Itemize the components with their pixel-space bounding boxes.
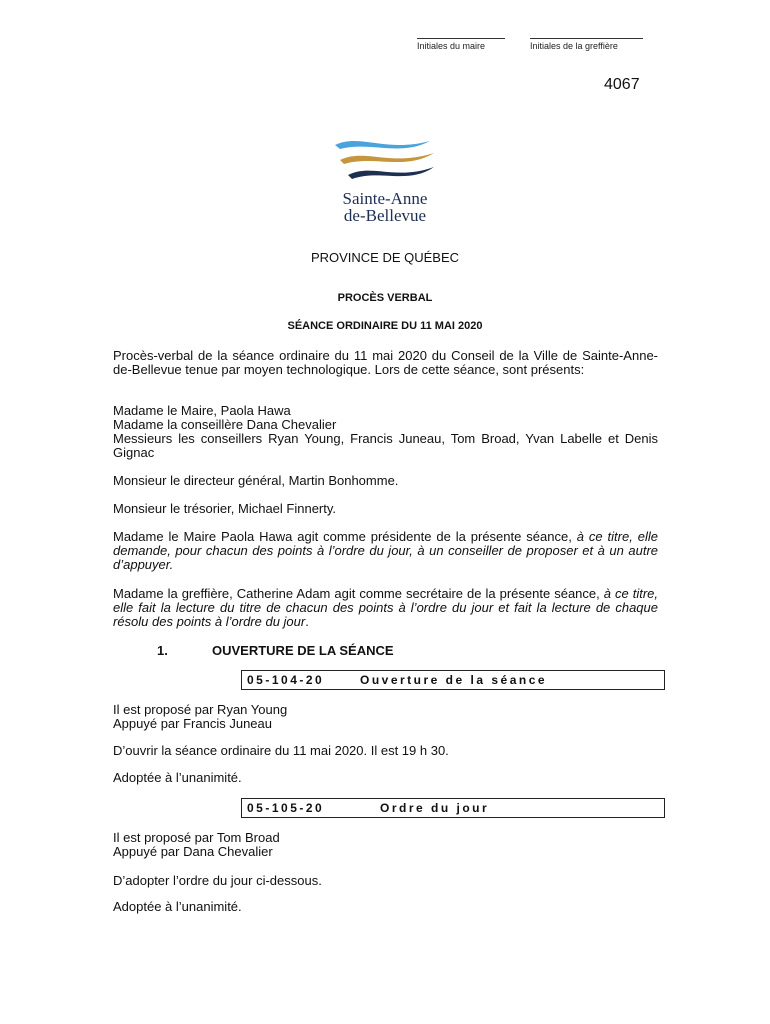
attendee-councillors: Messieurs les conseillers Ryan Young, Francis Juneau, Tom Broad, Yvan Labelle et Denis Gignac [113, 431, 658, 460]
initials-mayor [417, 38, 505, 51]
doc-type: PROCÈS VERBAL [337, 292, 433, 304]
clerk-italic: à ce titre, elle fait la lecture du titre de chacun des points à l’ordre du jour et fait la lecture de chaque résolu des points à l’ordre du jour [113, 586, 658, 629]
resolution-header [241, 670, 665, 690]
resolution-title: Ouverture de la séance [360, 673, 548, 687]
resolution-result: Adoptée à l’unanimité. [113, 899, 242, 914]
intro-text: Procès-verbal de la séance ordinaire du 11 mai 2020 du Conseil de la Ville de Sainte-Anne-de-Bellevue tenue par moyen technologique. Lors de cette séance, sont présents: [113, 348, 658, 377]
seconded-by: Appuyé par Francis Juneau [113, 716, 272, 731]
proposed-by: Il est proposé par Ryan Young [113, 702, 288, 717]
initials-mayor-label: Initiales du maire [417, 41, 486, 51]
clerk-text: Madame la greffière, Catherine Adam agit comme secrétaire de la présente séance, [113, 586, 604, 601]
logo-line1: Sainte-Anne [342, 189, 428, 208]
page-number: 4067 [604, 76, 640, 93]
resolution-mover [113, 831, 658, 859]
section-number: 1. [157, 643, 168, 658]
resolution-result: Adoptée à l’unanimité. [113, 770, 242, 785]
attendee-councillor: Madame la conseillère Dana Chevalier [113, 417, 337, 432]
clerk-paragraph [113, 587, 658, 629]
presidency-italic: à ce titre, elle demande, pour chacun des points à l’ordre du jour, à un conseiller de proposer et à un autre d’appuyer. [113, 529, 658, 572]
initials-clerk-label: Initiales de la greffière [530, 41, 618, 51]
initials-clerk [530, 38, 643, 51]
resolution-mover [113, 703, 658, 731]
attendee-treasurer: Monsieur le trésorier, Michael Finnerty. [113, 501, 337, 516]
section-title: OUVERTURE DE LA SÉANCE [212, 643, 394, 658]
logo-line2: de-Bellevue [343, 206, 427, 225]
resolution-text: D’adopter l’ordre du jour ci-dessous. [113, 873, 322, 888]
intro-paragraph [113, 349, 658, 377]
attendees-block [113, 404, 658, 460]
seconded-by: Appuyé par Dana Chevalier [113, 844, 273, 859]
presidency-text: Madame le Maire Paola Hawa agit comme présidente de la présente séance, [113, 529, 577, 544]
province-title: PROVINCE DE QUÉBEC [310, 250, 460, 265]
city-logo [330, 135, 440, 224]
attendee-dg: Monsieur le directeur général, Martin Bonhomme. [113, 473, 399, 488]
resolution-header [241, 798, 665, 818]
attendee-mayor: Madame le Maire, Paola Hawa [113, 403, 291, 418]
resolution-title: Ordre du jour [380, 801, 490, 815]
resolution-number: 05-105-20 [247, 801, 325, 815]
wave-logo-icon [330, 135, 440, 185]
presidency-paragraph [113, 530, 658, 572]
resolution-number: 05-104-20 [247, 673, 325, 687]
session-title: SÉANCE ORDINAIRE DU 11 MAI 2020 [287, 320, 483, 332]
clerk-end: . [305, 614, 309, 629]
proposed-by: Il est proposé par Tom Broad [113, 830, 280, 845]
resolution-text: D’ouvrir la séance ordinaire du 11 mai 2020. Il est 19 h 30. [113, 743, 449, 758]
